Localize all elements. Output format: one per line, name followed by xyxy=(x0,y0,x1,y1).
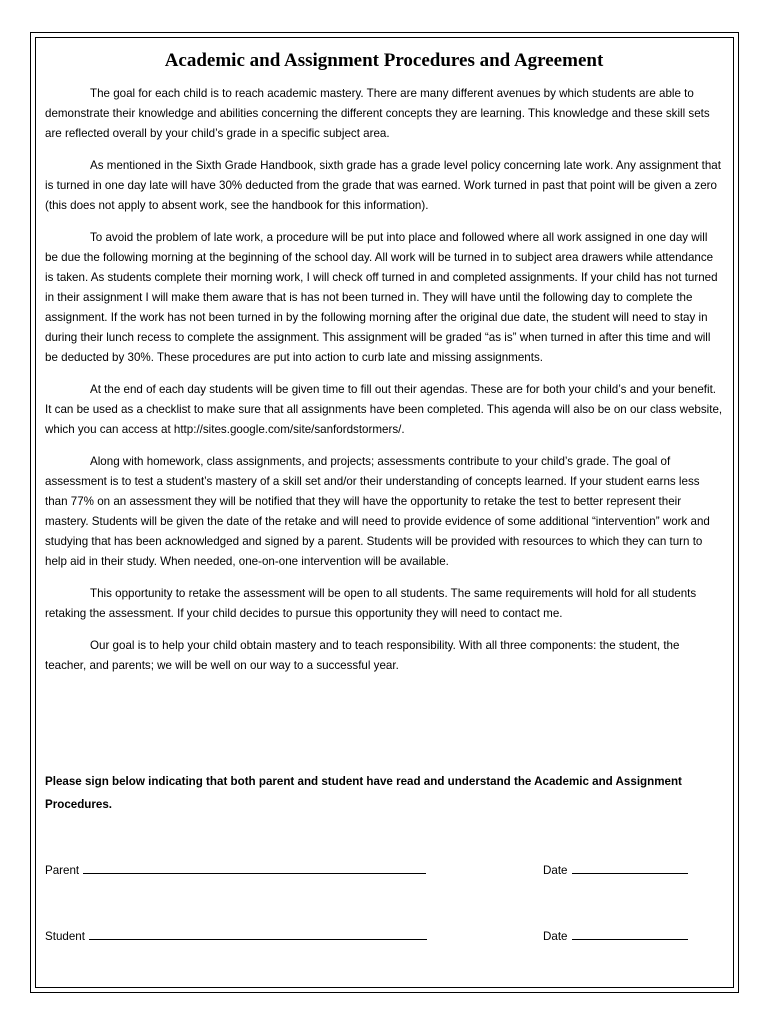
parent-date-label: Date xyxy=(543,864,568,877)
student-date-line[interactable] xyxy=(572,928,688,940)
document-title: Academic and Assignment Procedures and Agreement xyxy=(164,50,604,71)
parent-signature-line[interactable] xyxy=(83,862,426,874)
paragraph-agendas: At the end of each day students will be given time to fill out their agendas. These are for both your child’s and your benefit. It can be used as a checklist to make sure that all assignments have been completed. This agenda will also be on our class website, which you can access at http://sites.google.com/site/sanfordstormers/. xyxy=(45,383,723,436)
document-body xyxy=(45,46,723,688)
student-date-label: Date xyxy=(543,930,568,943)
sign-instruction: Please sign below indicating that both parent and student have read and understand the Academic and Assignment Procedures. xyxy=(45,775,682,811)
paragraph-late-work-procedure: To avoid the problem of late work, a procedure will be put into place and followed where all work assigned in one day will be due the following morning at the beginning of the school day. All work will be turned in to subject area drawers while attendance is taken. As students complete their morning work, I will check off turned in and completed assignments. If your child has not turned in their assignment I will make them aware that is has not been turned in. They will have until the following day to complete the assignment. If the work has not been turned in by the following morning after the original due date, the student will need to stay in during their lunch recess to complete the assignment. This assignment will be graded “as is” when turned in after this time and will be deducted by 30%. These procedures are put into action to curb late and missing assignments. xyxy=(45,231,718,364)
parent-signature-row xyxy=(45,862,723,882)
student-signature-row xyxy=(45,928,723,948)
paragraph-goal: The goal for each child is to reach academic mastery. There are many different avenues by which students are able to demonstrate their knowledge and abilities concerning the different concepts they are learning. This knowledge and these skill sets are reflected overall by your child’s grade in a specific subject area. xyxy=(45,87,710,140)
student-label: Student xyxy=(45,930,85,943)
paragraph-retake: This opportunity to retake the assessment will be open to all students. The same requirements will hold for all students retaking the assessment. If your child decides to pursue this opportunity they will need to contact me. xyxy=(45,587,697,620)
paragraph-late-work-policy: As mentioned in the Sixth Grade Handbook, sixth grade has a grade level policy concerning late work. Any assignment that is turned in one day late will have 30% deducted from the grade that was earned. Work turned in past that point will be given a zero (this does not apply to absent work, see the handbook for this information). xyxy=(45,159,721,212)
paragraph-assessments: Along with homework, class assignments, and projects; assessments contribute to your child’s grade. The goal of assessment is to test a student’s mastery of a skill set and/or their understanding of concepts learned. If your student earns less than 77% on an assessment they will be notified that they will have the opportunity to retake the test to better represent their mastery. Students will be given the date of the retake and will need to provide evidence of some additional “intervention” work and studying that has been acknowledged and signed by a parent. Students will be provided with resources to which they can turn to help aid in their study. When needed, one-on-one intervention will be available. xyxy=(45,455,710,568)
student-signature-line[interactable] xyxy=(89,928,427,940)
parent-label: Parent xyxy=(45,864,80,877)
parent-date-field[interactable] xyxy=(543,862,688,877)
paragraph-closing: Our goal is to help your child obtain mastery and to teach responsibility. With all three components: the student, the teacher, and parents; we will be well on our way to a successful year. xyxy=(45,639,680,672)
parent-signature-field[interactable] xyxy=(45,862,426,877)
parent-date-line[interactable] xyxy=(572,862,688,874)
student-signature-field[interactable] xyxy=(45,928,427,943)
student-date-field[interactable] xyxy=(543,928,688,943)
